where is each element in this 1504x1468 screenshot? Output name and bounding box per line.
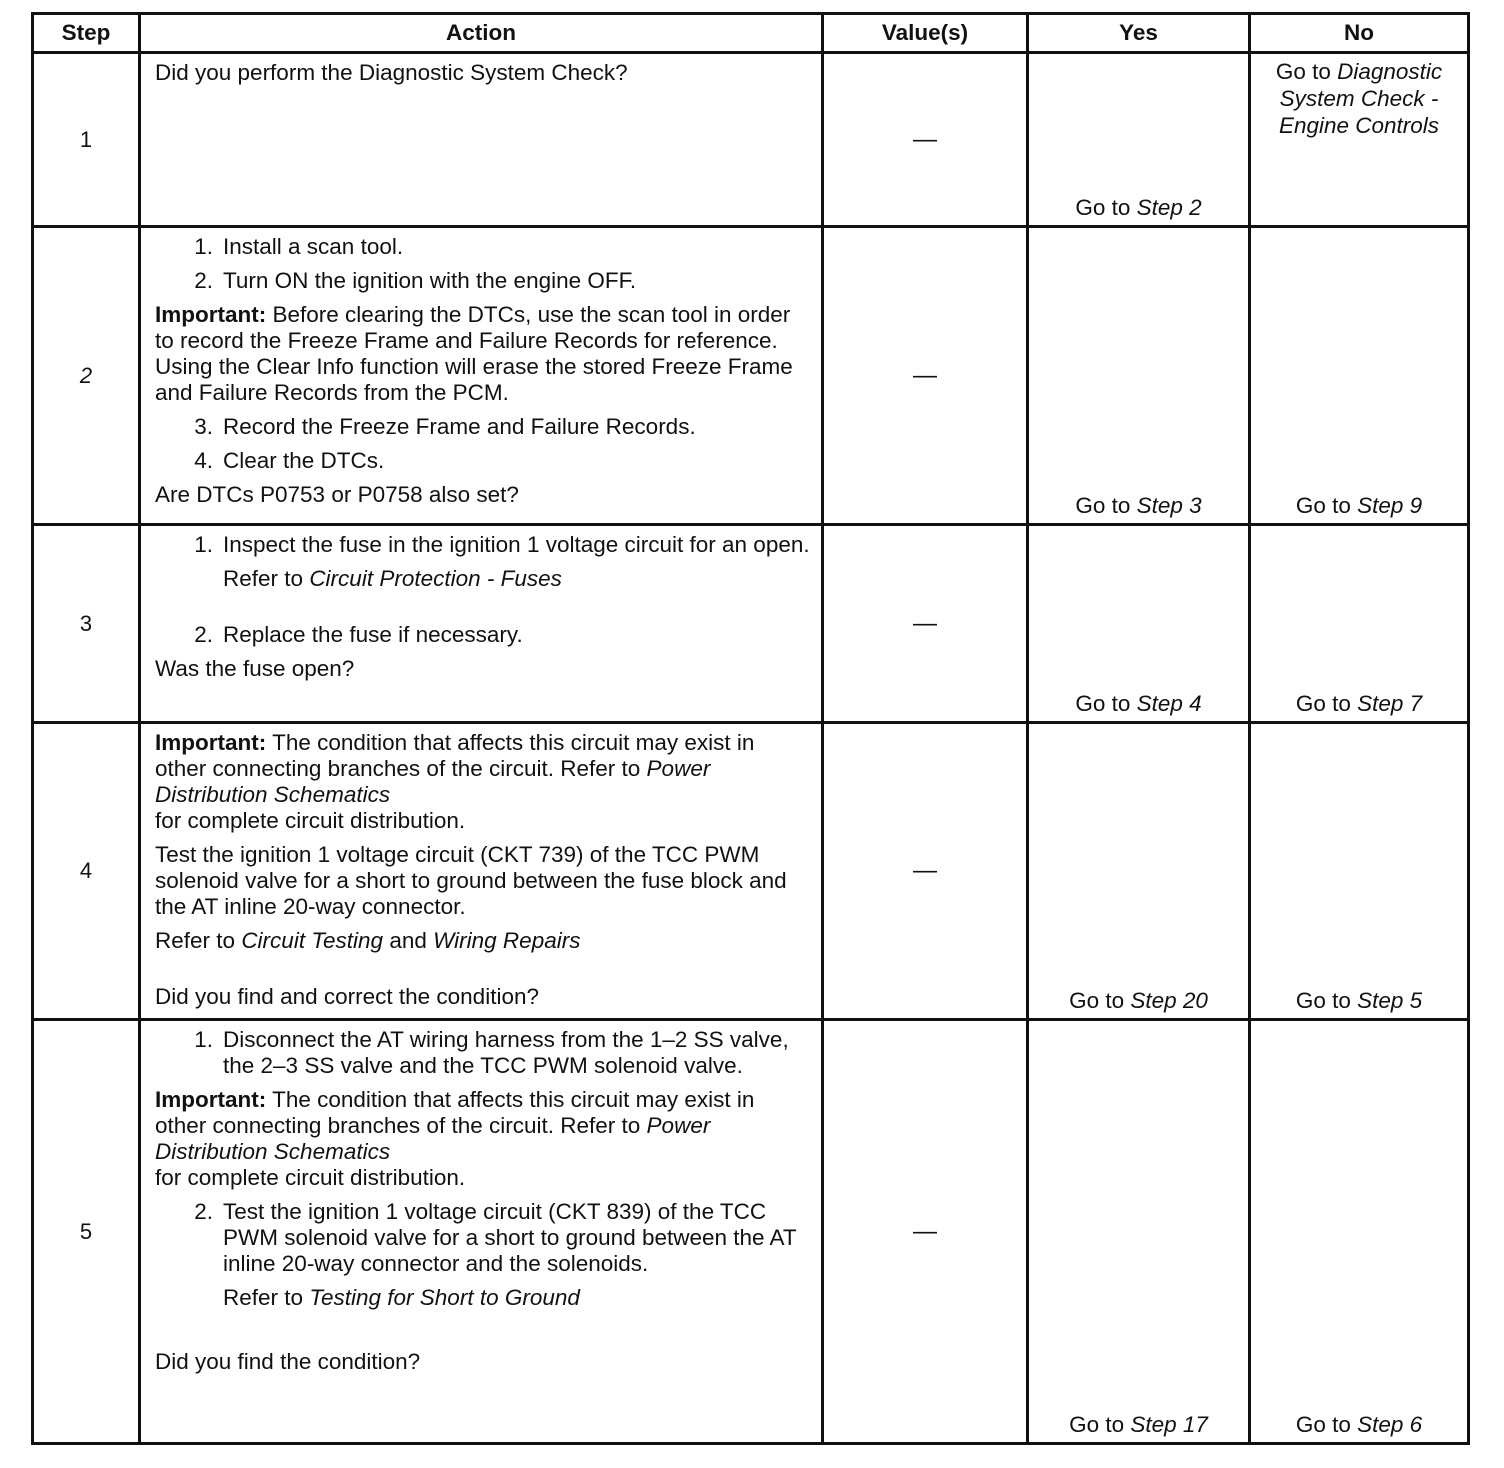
list-item: 3. Record the Freeze Frame and Failure Records. [155,414,811,440]
no-step-link: Step 5 [1357,988,1423,1013]
question-text: Did you find and correct the condition? [155,984,539,1009]
header-values: Value(s) [823,14,1028,53]
important-text: Before clearing the DTCs, use the scan tool in order to record the Freeze Frame and Failure Records for reference. Using the Clear Info function will erase the stored Freeze Frame and Failure Records from the PCM. [155,302,793,405]
refer-and: and [389,928,427,953]
question-text: Did you perform the Diagnostic System Check? [155,60,628,85]
spacer [155,1319,811,1349]
header-row [33,14,1469,53]
list-item: 4. Clear the DTCs. [155,448,811,474]
header-action: Action [140,14,823,53]
list-item-text: Turn ON the ignition with the engine OFF. [223,268,637,293]
step-number: 5 [33,1020,140,1444]
list-item-text: Inspect the fuse in the ignition 1 voltage circuit for an open. [223,532,810,557]
yes-cell [1028,53,1250,227]
important-link: Power Distribution Schematics [155,756,711,807]
refer-prefix: Refer to [223,566,304,591]
refer-prefix: Refer to [223,1285,304,1310]
question-text: Was the fuse open? [155,656,355,681]
important-text: The condition that affects this circuit may exist in other connecting branches of the circuit. Refer to [155,730,755,781]
refer-link: Circuit Testing [241,928,384,953]
refer-line [155,928,811,954]
list-item-text: Install a scan tool. [223,234,404,259]
action-cell [140,525,823,723]
yes-cell [1028,1020,1250,1444]
list-item-text: Clear the DTCs. [223,448,385,473]
action-cell [140,723,823,1020]
question-text: Are DTCs P0753 or P0758 also set? [155,482,519,507]
list-item-text: Record the Freeze Frame and Failure Records. [223,414,696,439]
refer-prefix: Refer to [155,928,236,953]
no-cell [1250,525,1469,723]
goto-text: Go to [1075,493,1131,518]
table-row-step-2 [33,227,1469,525]
list-item-text: Disconnect the AT wiring harness from the 1–2 SS valve, the 2–3 SS valve and the TCC PWM solenoid valve. [223,1027,789,1078]
goto-text: Go to [1295,988,1351,1013]
important-link: Power Distribution Schematics [155,1113,711,1164]
important-label: Important: [155,1087,267,1112]
value-dash: — [823,1020,1028,1444]
header-yes: Yes [1028,14,1250,53]
action-cell [140,1020,823,1444]
value-dash: — [823,525,1028,723]
goto-text: Go to [1295,493,1351,518]
table-row-step-5 [33,1020,1469,1444]
goto-text: Go to [1075,691,1131,716]
table-row-step-4 [33,723,1469,1020]
value-dash: — [823,53,1028,227]
refer-line [213,1285,811,1311]
yes-cell [1028,723,1250,1020]
important-label: Important: [155,730,267,755]
refer-link: Testing for Short to Ground [309,1285,580,1310]
goto-text: Go to [1075,195,1131,220]
test-instruction: Test the ignition 1 voltage circuit (CKT 739) of the TCC PWM solenoid valve for a short to ground between the fuse block and the AT inline 20-way connector. [155,842,787,919]
no-step-link: Step 7 [1357,691,1423,716]
action-cell [140,227,823,525]
goto-text: Go to [1069,1412,1125,1437]
yes-step-link: Step 3 [1136,493,1202,518]
yes-cell [1028,525,1250,723]
no-cell [1250,227,1469,525]
list-item: 2. Turn ON the ignition with the engine OFF. [155,268,811,294]
list-item: 2. Replace the fuse if necessary. [155,622,811,648]
spacer [155,962,811,984]
yes-step-link: Step 20 [1130,988,1208,1013]
goto-text: Go to [1295,691,1351,716]
question-text: Did you find the condition? [155,1349,421,1374]
list-item: 1. Install a scan tool. [155,234,811,260]
list-item-text: Test the ignition 1 voltage circuit (CKT 839) of the TCC PWM solenoid valve for a short to ground between the AT inline 20-way connector and the solenoids. [223,1199,797,1276]
important-note [155,1087,811,1191]
table-row-step-3 [33,525,1469,723]
action-cell [140,53,823,227]
no-cell [1250,723,1469,1020]
important-text: The condition that affects this circuit may exist in other connecting branches of the circuit. Refer to [155,1087,755,1138]
no-cell [1250,1020,1469,1444]
goto-text: Go to [1275,59,1331,84]
step-number: 4 [33,723,140,1020]
list-item: 1. Inspect the fuse in the ignition 1 voltage circuit for an open. [194,532,810,557]
list-item: 1. Disconnect the AT wiring harness from the 1–2 SS valve, the 2–3 SS valve and the TCC PWM solenoid valve. [155,1027,811,1079]
list-item: 2. Test the ignition 1 voltage circuit (CKT 839) of the TCC PWM solenoid valve for a short to ground between the AT inline 20-way connector and the solenoids. [155,1199,811,1277]
step-number: 2 [33,227,140,525]
goto-text: Go to [1069,988,1125,1013]
step-number: 1 [33,53,140,227]
important-note [155,730,811,834]
no-cell [1250,53,1469,227]
value-dash: — [823,723,1028,1020]
refer-line [213,566,811,592]
no-target-link: Diagnostic System Check - Engine Controls [1278,59,1443,138]
diagnostic-table [31,12,1470,1445]
important-tail: for complete circuit distribution. [155,808,466,833]
refer-link: Wiring Repairs [433,928,581,953]
table-row-step-1 [33,53,1469,227]
goto-text: Go to [1295,1412,1351,1437]
yes-cell [1028,227,1250,525]
important-label: Important: [155,302,267,327]
list-item-text: Replace the fuse if necessary. [223,622,523,647]
no-step-link: Step 6 [1357,1412,1423,1437]
value-dash: — [823,227,1028,525]
refer-link: Circuit Protection - Fuses [309,566,562,591]
yes-step-link: Step 2 [1136,195,1202,220]
important-note [155,302,811,406]
spacer [155,600,811,622]
step-number: 3 [33,525,140,723]
yes-step-link: Step 17 [1130,1412,1208,1437]
header-step: Step [33,14,140,53]
important-tail: for complete circuit distribution. [155,1165,466,1190]
yes-step-link: Step 4 [1136,691,1202,716]
no-step-link: Step 9 [1357,493,1423,518]
header-no: No [1250,14,1469,53]
